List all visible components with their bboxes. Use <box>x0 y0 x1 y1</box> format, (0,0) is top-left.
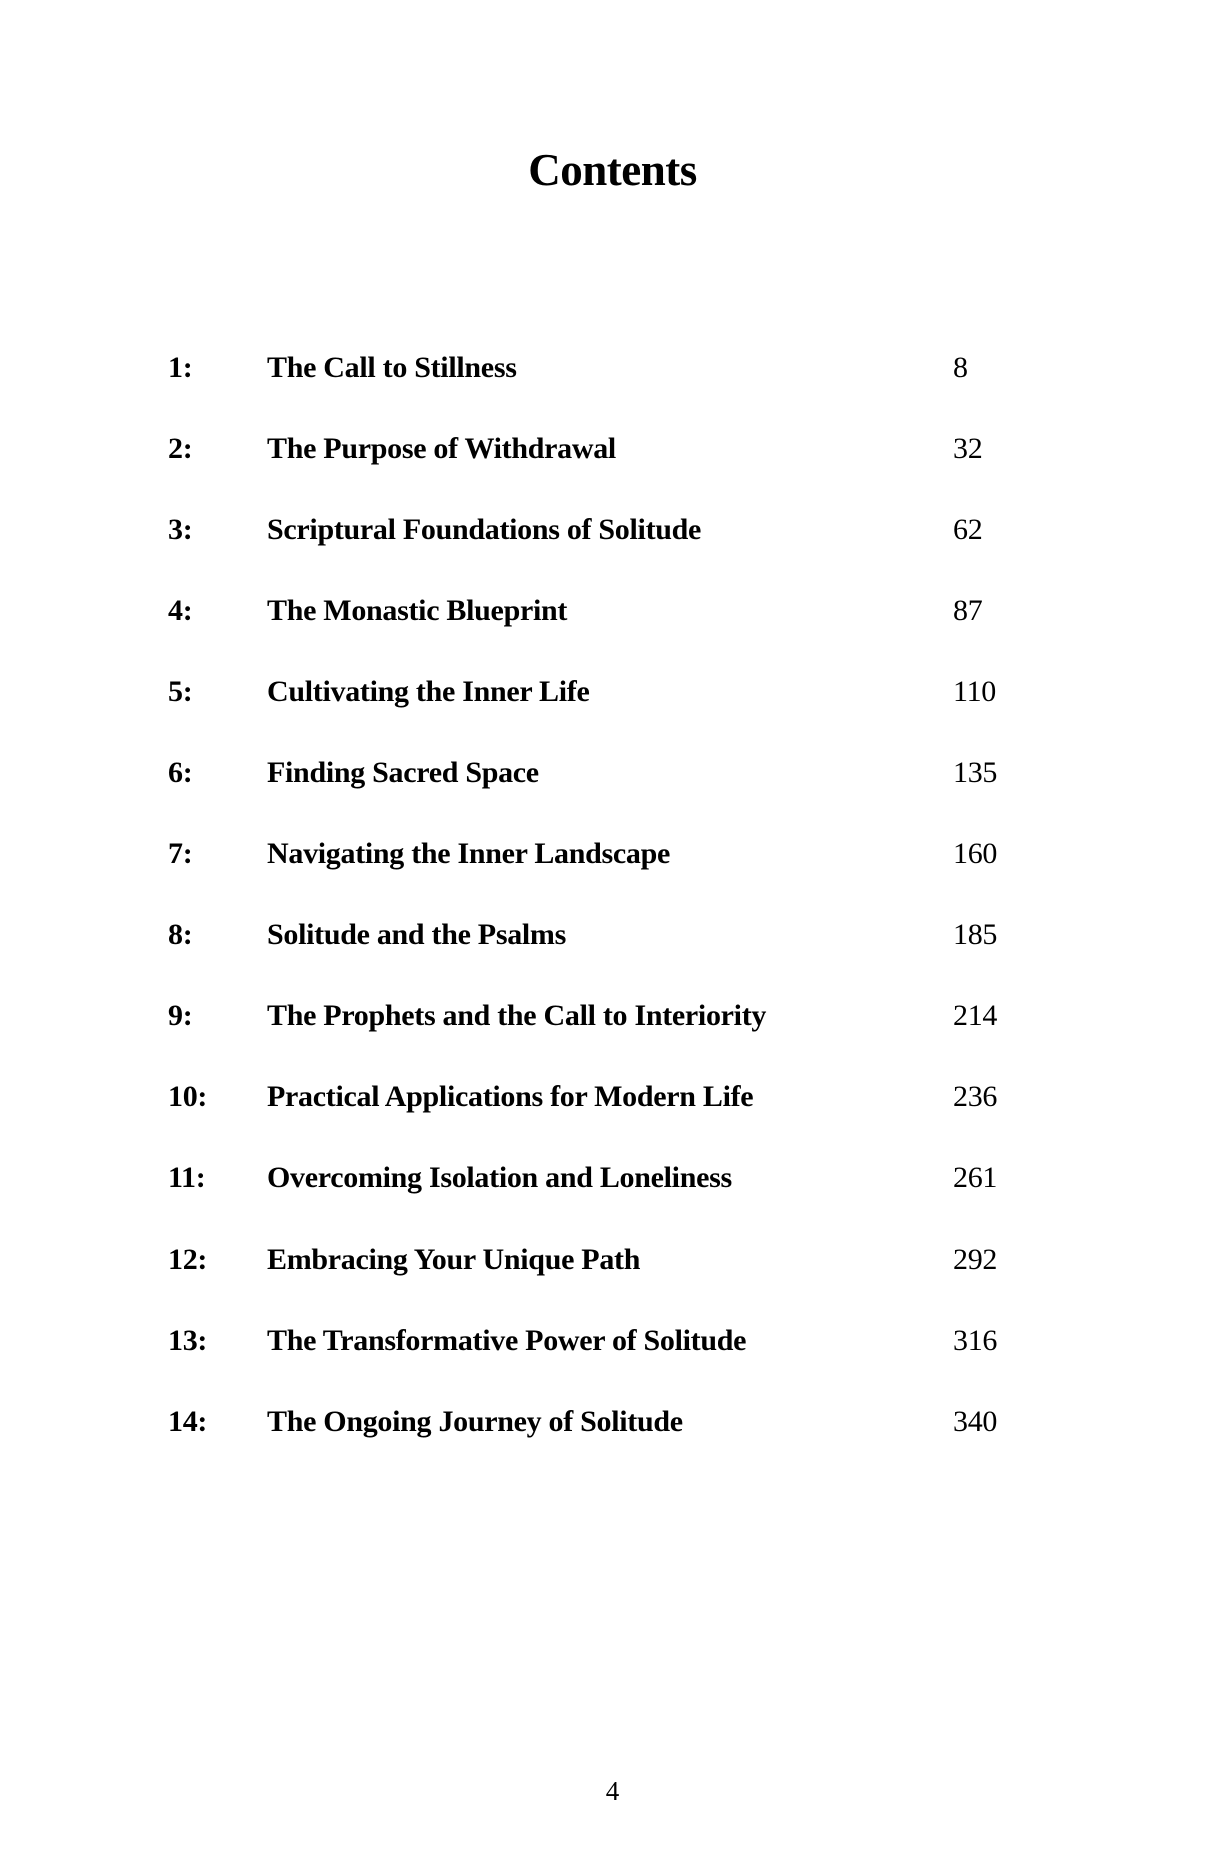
toc-entry-title: Solitude and the Psalms <box>267 918 566 952</box>
toc-entry-number: 10: <box>168 1080 208 1114</box>
toc-entry-title: Cultivating the Inner Life <box>267 674 590 708</box>
toc-entry <box>168 1138 1078 1219</box>
table-of-contents <box>168 327 1078 1462</box>
toc-entry-title: The Transformative Power of Solitude <box>267 1323 747 1357</box>
toc-entry-title: Scriptural Foundations of Solitude <box>267 512 702 546</box>
toc-entry-number: 4: <box>168 593 193 627</box>
toc-entry-number: 6: <box>168 756 193 790</box>
toc-entry-page-number: 340 <box>953 1404 998 1438</box>
toc-entry <box>168 408 1078 489</box>
toc-entry-page-number: 135 <box>953 756 998 790</box>
toc-entry-number: 7: <box>168 837 193 871</box>
toc-entry-number: 9: <box>168 999 193 1033</box>
toc-entry-title: The Ongoing Journey of Solitude <box>267 1404 683 1438</box>
toc-entry-title: Embracing Your Unique Path <box>267 1242 641 1276</box>
footer-page-number: 4 <box>605 1776 620 1806</box>
toc-entry-title: Navigating the Inner Landscape <box>267 837 671 871</box>
toc-entry-number: 14: <box>168 1404 208 1438</box>
toc-entry-title: The Call to Stillness <box>267 350 517 384</box>
toc-entry-title: Finding Sacred Space <box>267 756 539 790</box>
toc-entry-page-number: 87 <box>953 593 983 627</box>
toc-entry-page-number: 292 <box>953 1242 998 1276</box>
toc-entry-page-number: 316 <box>953 1323 998 1357</box>
toc-entry-title: Overcoming Isolation and Loneliness <box>267 1161 732 1195</box>
toc-entry-number: 2: <box>168 431 193 465</box>
toc-entry <box>168 489 1078 570</box>
toc-entry-number: 5: <box>168 674 193 708</box>
toc-entry-number: 13: <box>168 1323 208 1357</box>
toc-entry-title: The Purpose of Withdrawal <box>267 431 616 465</box>
toc-entry-title: The Prophets and the Call to Interiority <box>267 999 767 1033</box>
toc-entry-number: 1: <box>168 350 193 384</box>
toc-entry-page-number: 8 <box>953 350 968 384</box>
toc-entry-page-number: 214 <box>953 999 998 1033</box>
toc-entry-number: 3: <box>168 512 193 546</box>
toc-entry <box>168 570 1078 651</box>
toc-entry <box>168 327 1078 408</box>
toc-entry-page-number: 110 <box>953 674 996 708</box>
toc-entry-page-number: 261 <box>953 1161 998 1195</box>
toc-entry-page-number: 160 <box>953 837 998 871</box>
toc-entry <box>168 814 1078 895</box>
toc-entry-page-number: 236 <box>953 1080 998 1114</box>
toc-entry-page-number: 62 <box>953 512 983 546</box>
toc-entry <box>168 732 1078 813</box>
toc-entry <box>168 1057 1078 1138</box>
page-title: Contents <box>528 145 697 196</box>
toc-entry-page-number: 32 <box>953 431 983 465</box>
toc-entry-number: 11: <box>168 1161 206 1195</box>
toc-entry <box>168 651 1078 732</box>
toc-entry <box>168 1300 1078 1381</box>
toc-entry-number: 12: <box>168 1242 208 1276</box>
toc-entry-page-number: 185 <box>953 918 998 952</box>
toc-entry <box>168 1381 1078 1462</box>
toc-entry <box>168 895 1078 976</box>
toc-entry <box>168 1219 1078 1300</box>
toc-entry-number: 8: <box>168 918 193 952</box>
toc-entry-title: The Monastic Blueprint <box>267 593 568 627</box>
toc-entry <box>168 976 1078 1057</box>
toc-entry-title: Practical Applications for Modern Life <box>267 1080 754 1114</box>
